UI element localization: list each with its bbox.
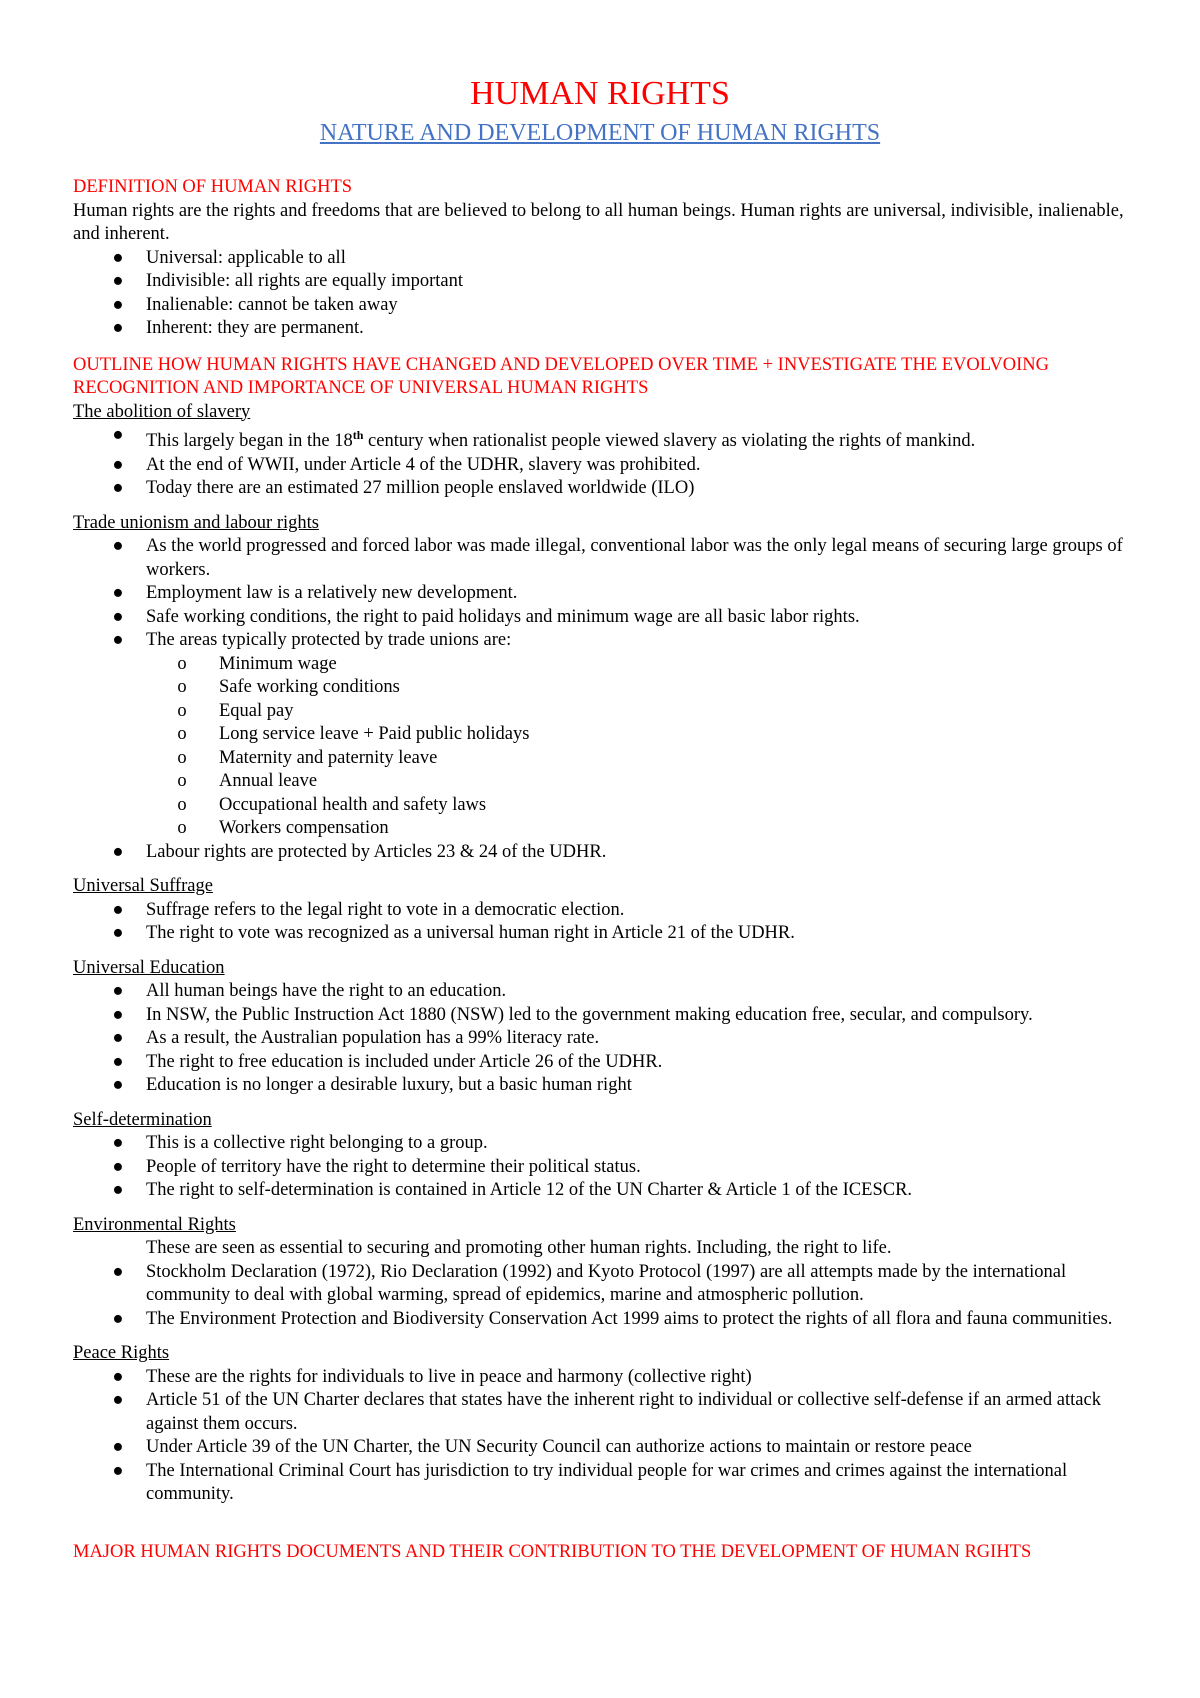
bullet-icon: ● (112, 478, 124, 499)
sub-list-item: o Occupational health and safety laws (146, 794, 1133, 818)
bullet-icon: ● (112, 454, 124, 475)
sub-list-item: o Minimum wage (146, 653, 1133, 677)
bullet-icon: ● (112, 606, 124, 627)
list-item: ● These are the rights for individuals to live in peace and harmony (collective right) (73, 1366, 1133, 1390)
sub-list-item: o Annual leave (146, 770, 1133, 794)
list-item: ● The areas typically protected by trade unions are: o Minimum wage o Safe working conditions o Equal pay o Long service leave + Paid public holidays o Maternity and paternity leave o Annual leave o Occupational health and safety laws o Workers compensation (73, 629, 1133, 841)
section-title-peace: Peace Rights (73, 1343, 170, 1364)
list-item: ● Labour rights are protected by Articles 23 & 24 of the UDHR. (73, 841, 1133, 865)
bullet-icon: ● (112, 981, 124, 1002)
section-title-suffrage: Universal Suffrage (73, 876, 213, 897)
trade-sublist (146, 653, 1133, 841)
list-item: ● All human beings have the right to an education. (73, 980, 1133, 1004)
list-item: ● Suffrage refers to the legal right to vote in a democratic election. (73, 899, 1133, 923)
section-title-self-determination: Self-determination (73, 1109, 212, 1130)
slavery-list (73, 424, 1133, 501)
environment-intro: These are seen as essential to securing and promoting other human rights. Including, the right to life. (146, 1238, 892, 1259)
suffrage-list (73, 899, 1133, 946)
list-item: ● At the end of WWII, under Article 4 of the UDHR, slavery was prohibited. (73, 454, 1133, 478)
environment-list (73, 1261, 1133, 1332)
section-title-slavery: The abolition of slavery (73, 401, 251, 422)
section-title-trade: Trade unionism and labour rights (73, 512, 319, 533)
list-item: ● The Environment Protection and Biodiversity Conservation Act 1999 aims to protect the rights of all flora and fauna communities. (73, 1308, 1133, 1332)
list-item: ● Universal: applicable to all (73, 247, 1133, 271)
bullet-icon: ● (112, 1308, 124, 1329)
self-determination-list (73, 1132, 1133, 1203)
list-item: ● The right to self-determination is contained in Article 12 of the UN Charter & Article 1 of the ICESCR. (73, 1179, 1133, 1203)
bullet-icon: ● (112, 247, 124, 268)
list-item: ● Indivisible: all rights are equally important (73, 270, 1133, 294)
bullet-icon: ● (112, 1366, 124, 1387)
list-item: ● Stockholm Declaration (1972), Rio Declaration (1992) and Kyoto Protocol (1997) are all attempts made by the international community to deal with global warming, spread of epidemics, marine and atmospheric pollution. (112, 1261, 1067, 1306)
list-item: ● Education is no longer a desirable luxury, but a basic human right (73, 1074, 1133, 1098)
sub-bullet-icon: o (177, 677, 187, 698)
list-item: ● Article 51 of the UN Charter declares that states have the inherent right to individual or collective self-defense if an armed attack against them occurs. (112, 1390, 1101, 1434)
education-list (73, 980, 1133, 1098)
sub-bullet-icon: o (177, 747, 187, 768)
bullet-icon: ● (112, 1028, 124, 1049)
section-title-environment: Environmental Rights (73, 1214, 236, 1235)
document-body (73, 176, 1133, 1564)
bullet-icon: ● (112, 1460, 124, 1481)
list-item: ● The right to free education is included under Article 26 of the UDHR. (73, 1051, 1133, 1075)
bullet-icon: ● (112, 425, 124, 445)
definition-list (73, 247, 1133, 341)
list-item: ● In NSW, the Public Instruction Act 1880 (NSW) led to the government making education free, secular, and compulsory. (73, 1004, 1133, 1028)
list-item: ● Under Article 39 of the UN Charter, the UN Security Council can authorize actions to maintain or restore peace (73, 1436, 1133, 1460)
list-item: ● People of territory have the right to determine their political status. (73, 1156, 1133, 1180)
bullet-icon: ● (112, 841, 124, 862)
definition-text: Human rights are the rights and freedoms that are believed to belong to all human beings. Human rights are universal, indivisible, inalienable, and inherent. (73, 200, 1124, 244)
list-item: ● Safe working conditions, the right to paid holidays and minimum wage are all basic labor rights. (73, 606, 1133, 630)
list-item: ● As a result, the Australian population has a 99% literacy rate. (73, 1027, 1133, 1051)
bullet-icon: ● (112, 1051, 124, 1072)
definition-heading: DEFINITION OF HUMAN RIGHTS (73, 177, 353, 197)
sub-list-item: o Safe working conditions (146, 676, 1133, 700)
bullet-icon: ● (112, 271, 124, 291)
sub-bullet-icon: o (177, 700, 187, 721)
bullet-icon: ● (112, 630, 124, 651)
list-item: ● The right to vote was recognized as a universal human right in Article 21 of the UDHR. (73, 922, 1133, 946)
sub-list-item: o Long service leave + Paid public holidays (146, 723, 1133, 747)
bullet-icon: ● (112, 1261, 124, 1282)
sub-bullet-icon: o (177, 724, 187, 745)
bullet-icon: ● (112, 318, 124, 338)
list-item: ● This is a collective right belonging to a group. (73, 1132, 1133, 1156)
page-subtitle: NATURE AND DEVELOPMENT OF HUMAN RIGHTS (319, 120, 881, 146)
bullet-icon: ● (112, 536, 124, 557)
sub-bullet-icon: o (177, 818, 187, 839)
list-item: ● As the world progressed and forced labor was made illegal, conventional labor was the only legal means of securing large groups of workers. (112, 536, 1123, 580)
bullet-icon: ● (112, 923, 124, 944)
list-item: ● This largely began in the 18th century when rationalist people viewed slavery as violating the rights of mankind. (112, 425, 976, 452)
bullet-icon: ● (112, 899, 124, 920)
sub-bullet-icon: o (177, 771, 187, 792)
trade-list (73, 535, 1133, 864)
page-title: HUMAN RIGHTS (470, 75, 730, 112)
list-item: ● Employment law is a relatively new development. (73, 582, 1133, 606)
sub-list-item: o Workers compensation (146, 817, 1133, 841)
outline-heading: OUTLINE HOW HUMAN RIGHTS HAVE CHANGED AND DEVELOPED OVER TIME + INVESTIGATE THE EVOLVOING RECOGNITION AND IMPORTANCE OF UNIVERSAL HUMAN RIGHTS (73, 354, 1049, 398)
bullet-icon: ● (112, 1437, 124, 1458)
major-documents-heading: MAJOR HUMAN RIGHTS DOCUMENTS AND THEIR CONTRIBUTION TO THE DEVELOPMENT OF HUMAN RGIHTS (73, 1541, 1032, 1562)
sub-bullet-icon: o (177, 794, 187, 815)
bullet-icon: ● (112, 294, 124, 315)
bullet-icon: ● (112, 1180, 124, 1201)
sub-list-item: o Maternity and paternity leave (146, 747, 1133, 771)
bullet-icon: ● (112, 1133, 124, 1154)
bullet-icon: ● (112, 583, 124, 604)
sub-list-item: o Equal pay (146, 700, 1133, 724)
list-item: ● Inherent: they are permanent. (73, 317, 1133, 341)
list-item: ● The International Criminal Court has jurisdiction to try individual people for war crimes and crimes against the international community. (112, 1460, 1068, 1505)
peace-list (73, 1366, 1133, 1507)
section-title-education: Universal Education (73, 957, 225, 978)
bullet-icon: ● (112, 1390, 124, 1411)
bullet-icon: ● (112, 1004, 124, 1025)
sub-bullet-icon: o (177, 653, 187, 674)
bullet-icon: ● (112, 1156, 124, 1177)
list-item: ● Today there are an estimated 27 million people enslaved worldwide (ILO) (73, 477, 1133, 501)
list-item: ● Inalienable: cannot be taken away (73, 294, 1133, 318)
bullet-icon: ● (112, 1075, 124, 1096)
